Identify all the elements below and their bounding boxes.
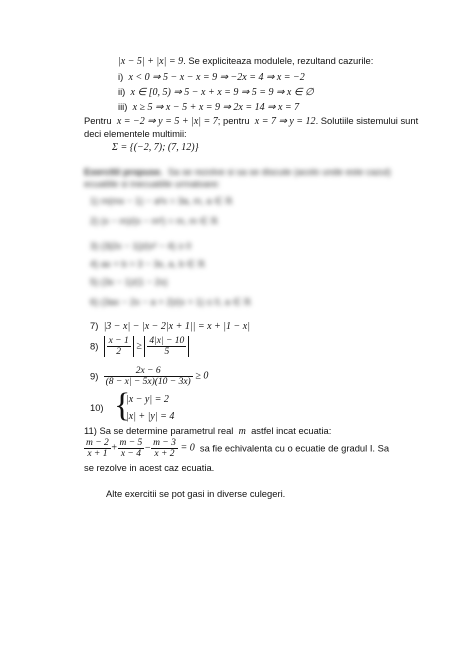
system-eq-2: [126, 410, 174, 423]
system-eq-1: [126, 393, 169, 406]
fraction: [84, 438, 111, 459]
math: x = −2 ⇒ y = 5 + |x| = 7: [116, 116, 218, 127]
fraction: [118, 438, 145, 459]
exercise-7: [90, 320, 250, 333]
item-text: 2) (x − m)/(x − m²) = m, m ∈ ℝ: [90, 215, 218, 226]
equation-modulus: |x − 5| + |x| = 9: [118, 56, 184, 67]
denominator: x + 2: [154, 449, 175, 459]
denominator: x + 1: [87, 449, 108, 459]
case-ii: [118, 86, 314, 99]
param: m: [238, 426, 246, 437]
numerator: m − 3: [153, 438, 176, 448]
heading-line2: ecuatiile si inecuatiile urmatoare:: [84, 178, 221, 189]
minus: −: [144, 442, 152, 454]
text: deci elementele multimii:: [84, 128, 187, 139]
exercise-11-equation: [84, 438, 389, 459]
numerator: m − 2: [86, 438, 109, 448]
text: . Solutiile sistemului sunt: [315, 115, 419, 126]
relation: ≥: [136, 340, 142, 352]
numerator: 4|x| − 10: [149, 336, 185, 346]
equation: |x − y| = 2: [126, 394, 169, 405]
fraction: [147, 336, 186, 357]
fraction: [151, 438, 178, 459]
relation: ≥ 0: [195, 370, 209, 382]
denominator: (8 − x| − 5x)(10 − 3x): [105, 377, 191, 387]
solution-set: Σ = {(−2, 7); (7, 12)}: [112, 142, 199, 153]
denominator: 2: [116, 347, 121, 357]
case-label: ii): [118, 86, 126, 97]
exercise-10-label: [90, 402, 104, 414]
blurred-item-5: [90, 276, 168, 288]
text: se rezolve in acest caz ecuatia.: [84, 462, 215, 473]
numerator: x − 1: [108, 336, 129, 346]
abs-left: [104, 336, 134, 357]
item-text: 3) (3|2x − 1|)/(x² − 4) ≥ 0: [90, 240, 192, 251]
numerator: m − 5: [119, 438, 143, 448]
sigma-line: [112, 141, 199, 154]
heading-rest: Sa se rezolve si sa se discute (acolo unde este cazul): [167, 166, 391, 177]
pentru-line: [84, 115, 418, 128]
case-i: [118, 71, 305, 84]
case-math: x ∈ [0, 5) ⇒ 5 − x + x = 9 ⇒ 5 = 9 ⇒ x ∈ ∅: [130, 87, 314, 98]
line-problem-equation: [118, 55, 373, 68]
item-text: 5) (3x − 1)/(1 − 2x): [90, 276, 168, 287]
text: astfel incat ecuatia:: [251, 425, 332, 436]
abs-right: [144, 336, 189, 357]
exercises-heading-2: [84, 178, 220, 190]
fraction: [104, 366, 193, 387]
exercise-label: 9): [90, 370, 99, 382]
case-math: x < 0 ⇒ 5 − x − x = 9 ⇒ −2x = 4 ⇒ x = −2: [128, 72, 305, 83]
exercises-heading: [84, 166, 391, 178]
denominator: 5: [164, 347, 170, 357]
exercise-label: 8): [90, 340, 99, 352]
equals-zero: = 0: [180, 442, 195, 454]
blurred-item-3: [90, 240, 191, 252]
exercise-11-line3: [84, 462, 214, 474]
blurred-item-4: [90, 258, 205, 270]
exercise-label: 10): [90, 402, 104, 413]
denominator: x − 4: [120, 449, 141, 459]
exercise-11-line1: [84, 425, 331, 438]
blurred-item-6: [90, 296, 251, 308]
exercise-label: 7): [90, 320, 99, 331]
fraction: [107, 336, 131, 357]
text: sa fie echivalenta cu o ecuatie de gradul I. Sa: [199, 442, 390, 454]
footer-note: [106, 488, 285, 500]
text: ; pentru: [217, 115, 250, 126]
plus: +: [110, 442, 118, 454]
exercise-9: [90, 366, 208, 387]
item-text: 1) m(mx − 1) − a²x = 3a, m, a ∈ ℝ: [90, 195, 233, 206]
text: Pentru: [84, 115, 112, 126]
blurred-item-2: [90, 215, 218, 227]
equation-description: . Se expliciteaza modulele, rezultand cazurile:: [183, 55, 374, 66]
case-label: iii): [118, 101, 128, 112]
heading-bold: Exercitii propuse.: [84, 166, 163, 177]
equation: |x| + |y| = 4: [126, 411, 175, 422]
case-iii: [118, 101, 299, 114]
blurred-item-1: [90, 195, 232, 207]
text: Alte exercitii se pot gasi in diverse culegeri.: [106, 488, 286, 499]
exercise-math: |3 − x| − |x − 2|x + 1|| = x + |1 − x|: [103, 321, 250, 332]
exercise-8: [90, 336, 189, 357]
deci-line: [84, 128, 187, 140]
text: 11) Sa se determine parametrul real: [84, 425, 234, 436]
item-text: 6) (3ax − 2x − a + 2)/(x + 1) ≤ 0, a ∈ ℝ: [90, 296, 251, 307]
math: x = 7 ⇒ y = 12: [254, 116, 316, 127]
case-label: i): [118, 71, 124, 82]
case-math: x ≥ 5 ⇒ x − 5 + x = 9 ⇒ 2x = 14 ⇒ x = 7: [132, 102, 300, 113]
item-text: 4) ax + b > 3 − 3x, a, b ∈ ℝ: [90, 258, 205, 269]
system-brace: {: [114, 387, 131, 424]
numerator: 2x − 6: [104, 366, 193, 377]
